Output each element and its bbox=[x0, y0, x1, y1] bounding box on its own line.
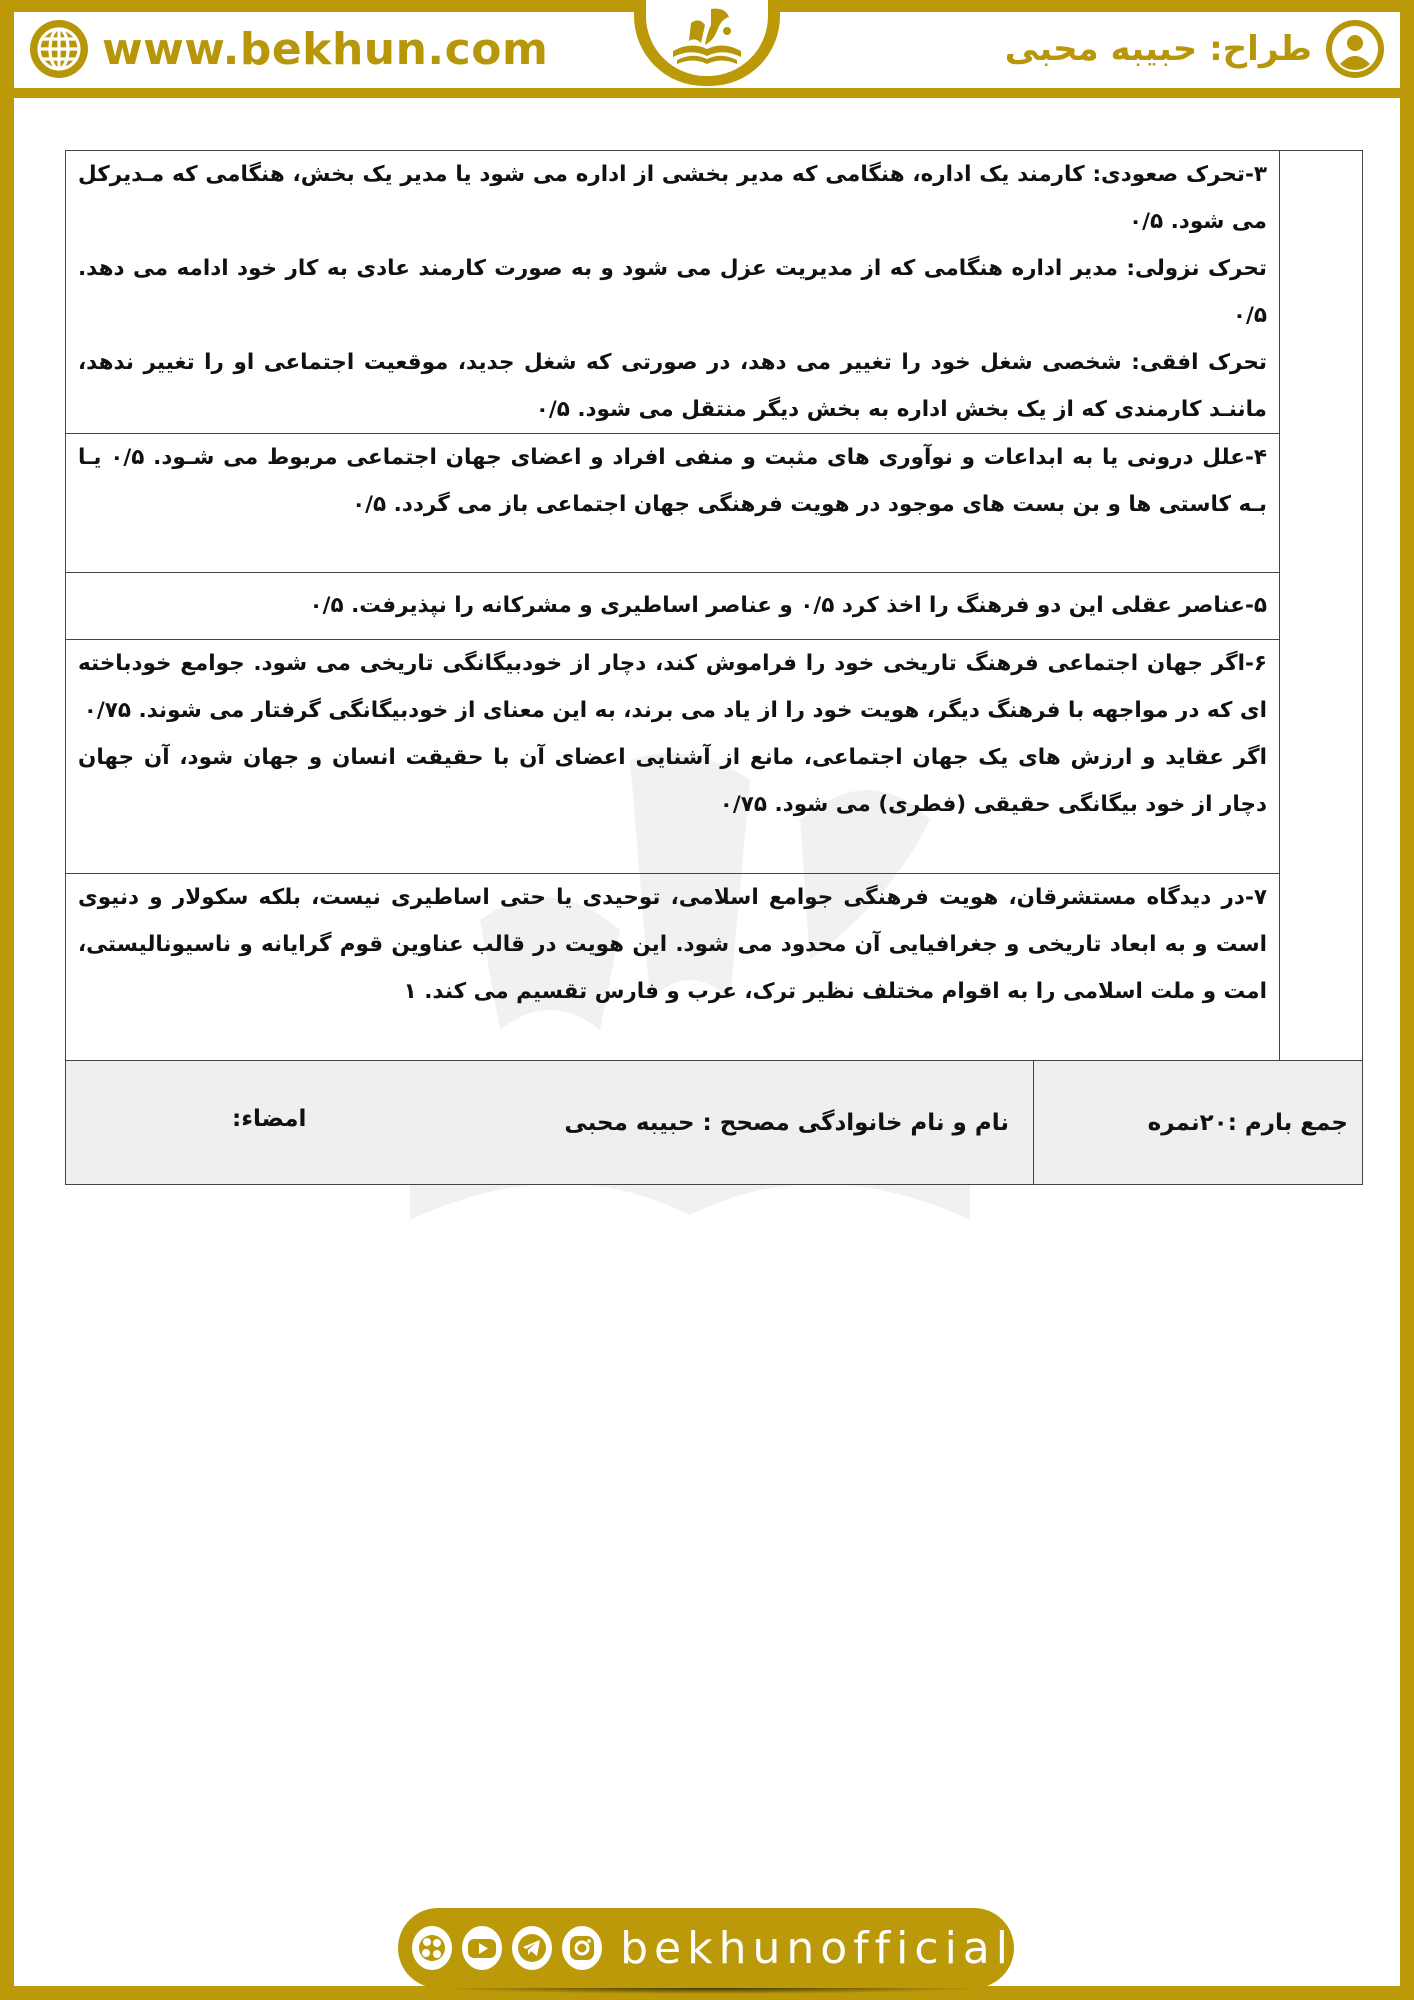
answer-cell-6 bbox=[66, 640, 1280, 874]
telegram-icon[interactable] bbox=[512, 1926, 552, 1970]
signature-label: امضاء: bbox=[232, 1106, 307, 1132]
table-row bbox=[66, 874, 1363, 1061]
answer-cell-4 bbox=[66, 434, 1280, 573]
total-score: جمع بارم :۲۰نمره bbox=[1147, 1109, 1348, 1136]
answer-line: تحرک افقی: شخصی شغل خود را تغییر می دهد، در صورتی که شغل جدید، موقعیت اجتماعی او را تغییر ندهد، ماننـد کارمندی که از یک بخش اداره به بخش دیگر منتقل می شود. ۰/۵ bbox=[78, 350, 1267, 422]
table-row bbox=[66, 640, 1363, 874]
answer-key-table bbox=[65, 150, 1363, 1185]
social-handle: bekhunofficial bbox=[620, 1922, 1014, 1974]
answer-line: ۴-علل درونی یا به ابداعات و نوآوری های مثبت و منفی افراد و اعضای جهان اجتماعی مربوط می شـود. ۰/۵ یـا بـه کاستی ها و بن بست های موجود در هویت فرهنگی جهان اجتماعی باز می گردد. ۰/۵ bbox=[78, 445, 1268, 517]
logo-container bbox=[646, 0, 768, 76]
answer-line: اگر عقاید و ارزش های یک جهان اجتماعی، مانع از آشنایی اعضای آن با حقیقت انسان و جهان شود، آن جهان دچار از خود بیگانگی حقیقی (فطری) می شود. ۰/۷۵ bbox=[78, 745, 1267, 817]
answer-line: تحرک نزولی: مدیر اداره هنگامی که از مدیریت عزل می شود و به صورت کارمند عادی به کار خود ادامه می دهد. ۰/۵ bbox=[78, 256, 1267, 328]
table-row bbox=[66, 434, 1363, 573]
site-link[interactable] bbox=[28, 18, 548, 80]
question-number-column bbox=[1280, 151, 1363, 1061]
answer-cell-7 bbox=[66, 874, 1280, 1061]
answer-cell-5 bbox=[66, 573, 1280, 640]
site-url: www.bekhun.com bbox=[102, 23, 549, 75]
grader-cell bbox=[66, 1110, 1033, 1136]
youtube-icon[interactable] bbox=[462, 1926, 502, 1970]
user-avatar-icon bbox=[1324, 18, 1386, 80]
answer-line: ۶-اگر جهان اجتماعی فرهنگ تاریخی خود را فراموش کند، دچار از خودبیگانگی تاریخی می شود. جوامع خودباخته ای که در مواجهه با فرهنگ دیگر، هویت خود را از یاد می برند، به این معنای از خودبیگانگی گرفتار می شوند. ۰/۷۵ bbox=[78, 651, 1267, 723]
total-score-cell bbox=[1033, 1061, 1362, 1184]
instagram-icon[interactable] bbox=[562, 1926, 602, 1970]
globe-icon bbox=[28, 18, 90, 80]
answer-line: ۵-عناصر عقلی این دو فرهنگ را اخذ کرد ۰/۵ و عناصر اساطیری و مشرکانه را نپذیرفت. ۰/۵ bbox=[309, 593, 1267, 618]
social-footer bbox=[398, 1908, 1014, 1988]
table-row bbox=[66, 573, 1363, 640]
answer-line: ۳-تحرک صعودی: کارمند یک اداره، هنگامی که مدیر بخشی از اداره می شود یا مدیر یک بخش، هنگامی که مـدیرکل می شود. ۰/۵ bbox=[78, 162, 1267, 234]
table-row bbox=[66, 151, 1363, 434]
grader-name: نام و نام خانوادگی مصحح : حبیبه محبی bbox=[564, 1109, 1009, 1136]
bekhun-book-logo-icon bbox=[667, 5, 747, 71]
designer-name: طراح: حبیبه محبی bbox=[1004, 29, 1312, 69]
answer-cell-3 bbox=[66, 151, 1280, 434]
answer-line: ۷-در دیدگاه مستشرقان، هویت فرهنگی جوامع اسلامی، توحیدی یا حتی اساطیری نیست، بلکه سکولار و دنیوی است و به ابعاد تاریخی و جغرافیایی آن محدود می شود. این هویت در قالب عناوین قوم گرایانه و ناسیونالیستی، امت و ملت اسلامی را به اقوام مختلف نظیر ترک، عرب و فارس تقسیم می کند. ۱ bbox=[78, 885, 1267, 1004]
designer-credit bbox=[1005, 18, 1386, 80]
aparat-icon[interactable] bbox=[412, 1926, 452, 1970]
